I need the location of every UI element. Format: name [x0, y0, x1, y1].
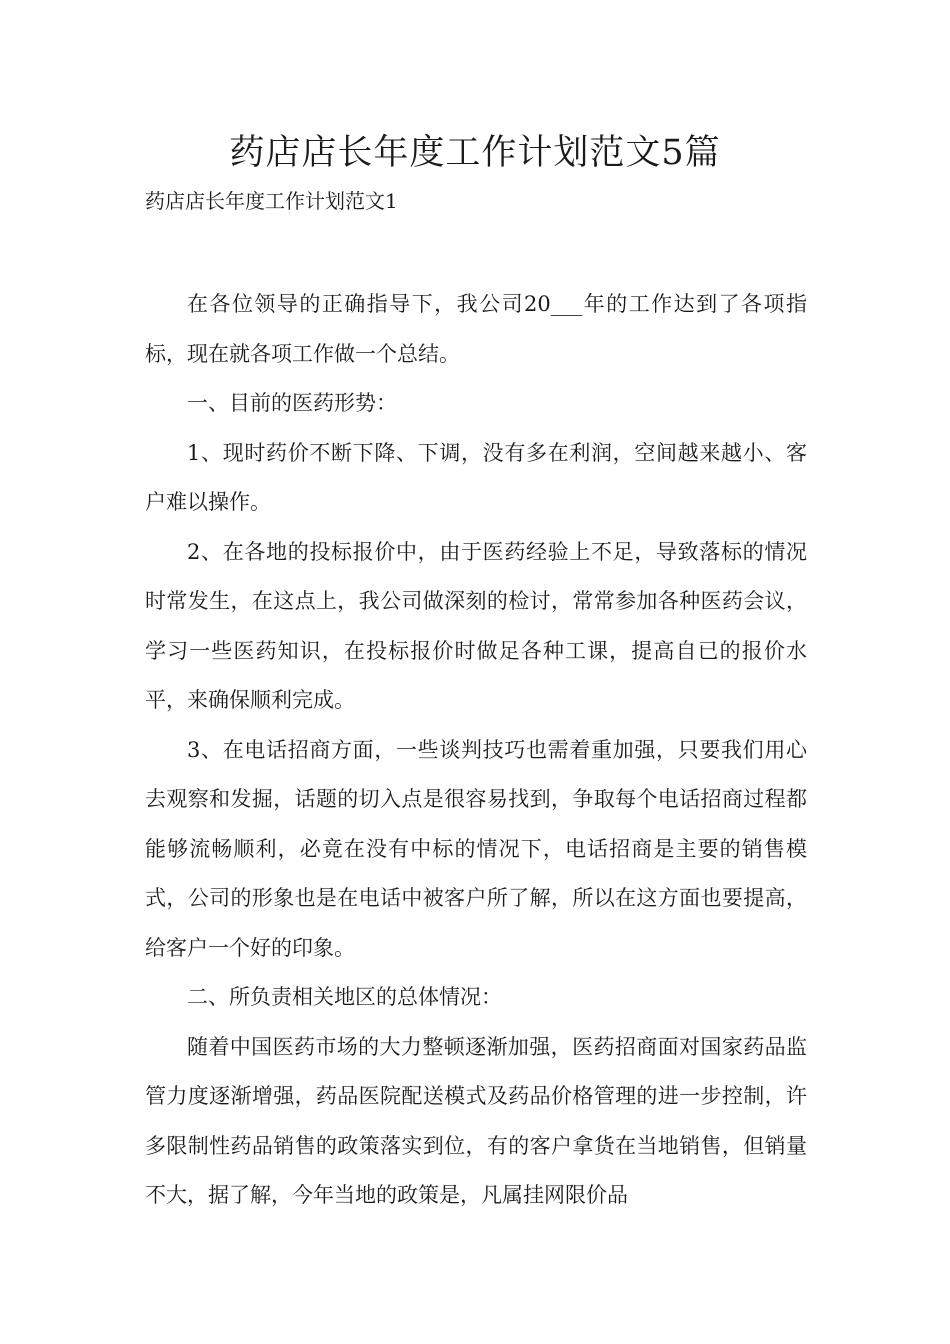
heading-regional-overview: 二、所负责相关地区的总体情况：	[187, 985, 502, 1009]
paragraph-point-3: 3、在电话招商方面，一些谈判技巧也需着重加强，只要我们用心去观察和发掘，话题的切入点是很容易找到，争取每个电话招商过程都能够流畅顺利，必竟在没有中标的情况下，电话招商是主要的销售模式，公司的形象也是在电话中被客户所了解，所以在这方面也要提高，给客户一个好的印象。	[145, 737, 807, 960]
section-subtitle: 药店店长年度工作计划范文1	[145, 189, 398, 213]
paragraph-intro: 在各位领导的正确指导下，我公司20___年的工作达到了各项指标，现在就各项工作做一个总结。	[145, 292, 807, 366]
document-body	[145, 280, 807, 1221]
paragraph-regional-detail: 随着中国医药市场的大力整顿逐渐加强，医药招商面对国家药品监管力度逐渐增强，药品医院配送模式及药品价格管理的进一步控制，许多限制性药品销售的政策落实到位，有的客户拿货在当地销售，但销量不大，据了解，今年当地的政策是，凡属挂网限价品	[145, 1034, 807, 1207]
paragraph-point-2: 2、在各地的投标报价中，由于医药经验上不足，导致落标的情况时常发生，在这点上，我公司做深刻的检讨，常常参加各种医药会议，学习一些医药知识，在投标报价时做足各种工课，提高自已的报价水平，来确保顺利完成。	[145, 539, 807, 712]
paragraph-point-1: 1、现时药价不断下降、下调，没有多在利润，空间越来越小、客户难以操作。	[145, 440, 807, 514]
document-title: 药店店长年度工作计划范文5篇	[229, 133, 721, 173]
heading-current-situation: 一、目前的医药形势：	[187, 391, 397, 415]
